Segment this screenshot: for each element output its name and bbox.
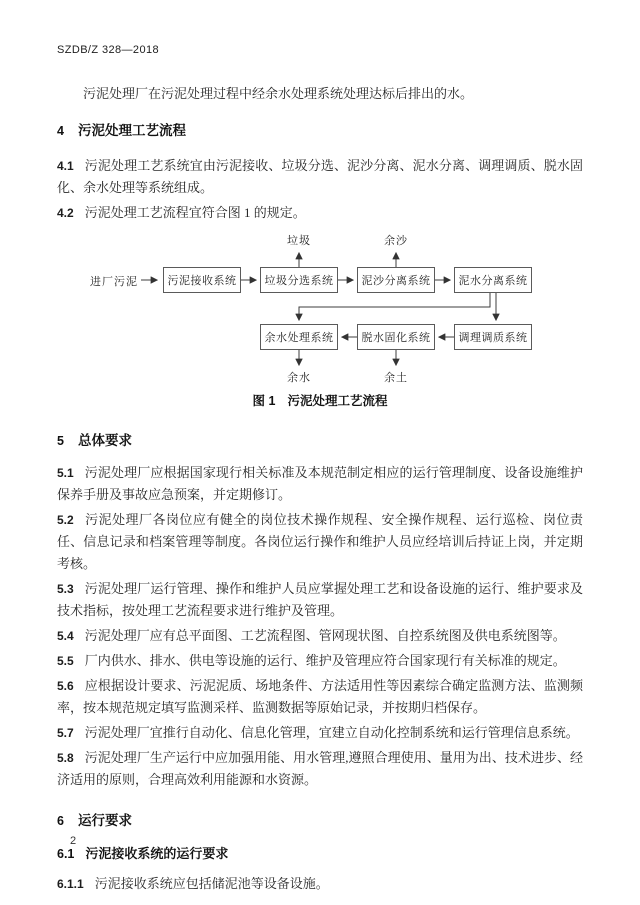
page-number: 2	[70, 835, 77, 847]
flow-box-sand-separation: 泥沙分离系统	[357, 267, 435, 293]
clause-4-2-text: 污泥处理工艺流程宜符合图 1 的规定。	[84, 205, 306, 220]
output-label-residual-soil: 余土	[384, 372, 408, 384]
clause-5-1-number: 5.1	[57, 466, 74, 480]
figure-1-caption-label: 图 1	[252, 394, 276, 408]
document-code: SZDB/Z 328—2018	[57, 44, 159, 56]
flow-box-sludge-receiving: 污泥接收系统	[163, 267, 241, 293]
clause-5-2-number: 5.2	[57, 513, 74, 527]
clause-4-1-text: 污泥处理工艺系统宜由污泥接收、垃圾分选、泥沙分离、泥水分离、调理调质、脱水固化、余水处理等系统组成。	[57, 158, 583, 195]
clause-5-3-text: 污泥处理厂运行管理、操作和维护人员应掌握处理工艺和设备设施的运行、维护要求及技术指标，按处理工艺流程要求进行维护及管理。	[57, 581, 583, 618]
clause-4-2-number: 4.2	[57, 206, 74, 220]
section-5-heading	[57, 429, 583, 449]
clause-5-6	[57, 675, 583, 719]
clause-5-4-text: 污泥处理厂应有总平面图、工艺流程图、管网现状图、自控系统图及供电系统图等。	[84, 628, 566, 643]
section-6-number: 6	[57, 814, 64, 828]
clause-5-7-text: 污泥处理厂宜推行自动化、信息化管理，宜建立自动化控制系统和运行管理信息系统。	[84, 725, 579, 740]
figure-1-flowchart	[57, 227, 583, 385]
clause-5-5-text: 厂内供水、排水、供电等设施的运行、维护及管理应符合国家现行有关标准的规定。	[84, 653, 566, 668]
flowchart-connectors	[57, 227, 583, 385]
figure-1-caption-title: 污泥处理工艺流程	[287, 394, 388, 408]
input-label-incoming-sludge: 进厂污泥	[90, 276, 138, 288]
clause-5-7	[57, 722, 583, 744]
section-6-heading	[57, 809, 583, 829]
clause-5-4	[57, 625, 583, 647]
clause-5-3	[57, 578, 583, 622]
output-label-residual-water: 余水	[287, 372, 311, 384]
output-label-residual-sand: 余沙	[384, 235, 408, 247]
arrow-mudwater-to-residualwater	[299, 293, 490, 320]
clause-4-1	[57, 155, 583, 199]
clause-6-1-1	[57, 873, 583, 895]
clause-5-2-text: 污泥处理厂各岗位应有健全的岗位技术操作规程、安全操作规程、运行巡检、岗位责任、信息记录和档案管理等制度。各岗位运行操作和维护人员应经培训后持证上岗，并定期考核。	[57, 512, 583, 571]
clause-6-1-1-number: 6.1.1	[57, 877, 84, 891]
clause-5-7-number: 5.7	[57, 726, 74, 740]
section-6-1-title: 污泥接收系统的运行要求	[85, 846, 229, 861]
clause-4-1-number: 4.1	[57, 159, 74, 173]
clause-5-6-text: 应根据设计要求、污泥泥质、场地条件、方法适用性等因素综合确定监测方法、监测频率，按本规范规定填写监测采样、监测数据等原始记录，并按期归档保存。	[57, 678, 583, 715]
flow-box-residual-water-treatment: 余水处理系统	[260, 324, 338, 350]
figure-1-caption	[57, 391, 583, 409]
clause-5-1-text: 污泥处理厂应根据国家现行相关标准及本规范制定相应的运行管理制度、设备设施维护保养手册及事故应急预案，并定期修订。	[57, 465, 583, 502]
intro-paragraph: 污泥处理厂在污泥处理过程中经余水处理系统处理达标后排出的水。	[83, 86, 474, 101]
clause-5-5-number: 5.5	[57, 654, 74, 668]
flow-box-mud-water-separation: 泥水分离系统	[454, 267, 532, 293]
section-5-number: 5	[57, 434, 64, 448]
flow-box-dewatering-solidification: 脱水固化系统	[357, 324, 435, 350]
clause-5-8-number: 5.8	[57, 751, 74, 765]
clause-5-5	[57, 650, 583, 672]
clause-5-3-number: 5.3	[57, 582, 74, 596]
section-5-title: 总体要求	[77, 433, 132, 448]
clause-5-6-number: 5.6	[57, 679, 74, 693]
clause-6-1-1-text: 污泥接收系统应包括储泥池等设备设施。	[94, 876, 329, 891]
section-4-title: 污泥处理工艺流程	[77, 123, 186, 138]
clause-5-4-number: 5.4	[57, 629, 74, 643]
output-label-garbage: 垃圾	[287, 235, 311, 247]
section-6-title: 运行要求	[77, 813, 132, 828]
section-4-heading	[57, 119, 583, 139]
section-4-number: 4	[57, 124, 64, 138]
clause-5-8-text: 污泥处理厂生产运行中应加强用能、用水管理,遵照合理使用、量用为出、技术进步、经济适用的原则，合理高效利用能源和水资源。	[57, 750, 583, 787]
section-6-1-number: 6.1	[57, 847, 75, 861]
clause-5-8	[57, 747, 583, 791]
clause-5-2	[57, 509, 583, 575]
clause-4-2	[57, 202, 583, 224]
flow-box-conditioning: 调理调质系统	[454, 324, 532, 350]
section-6-1-heading	[57, 843, 583, 862]
flow-box-garbage-sorting: 垃圾分选系统	[260, 267, 338, 293]
clause-5-1	[57, 462, 583, 506]
